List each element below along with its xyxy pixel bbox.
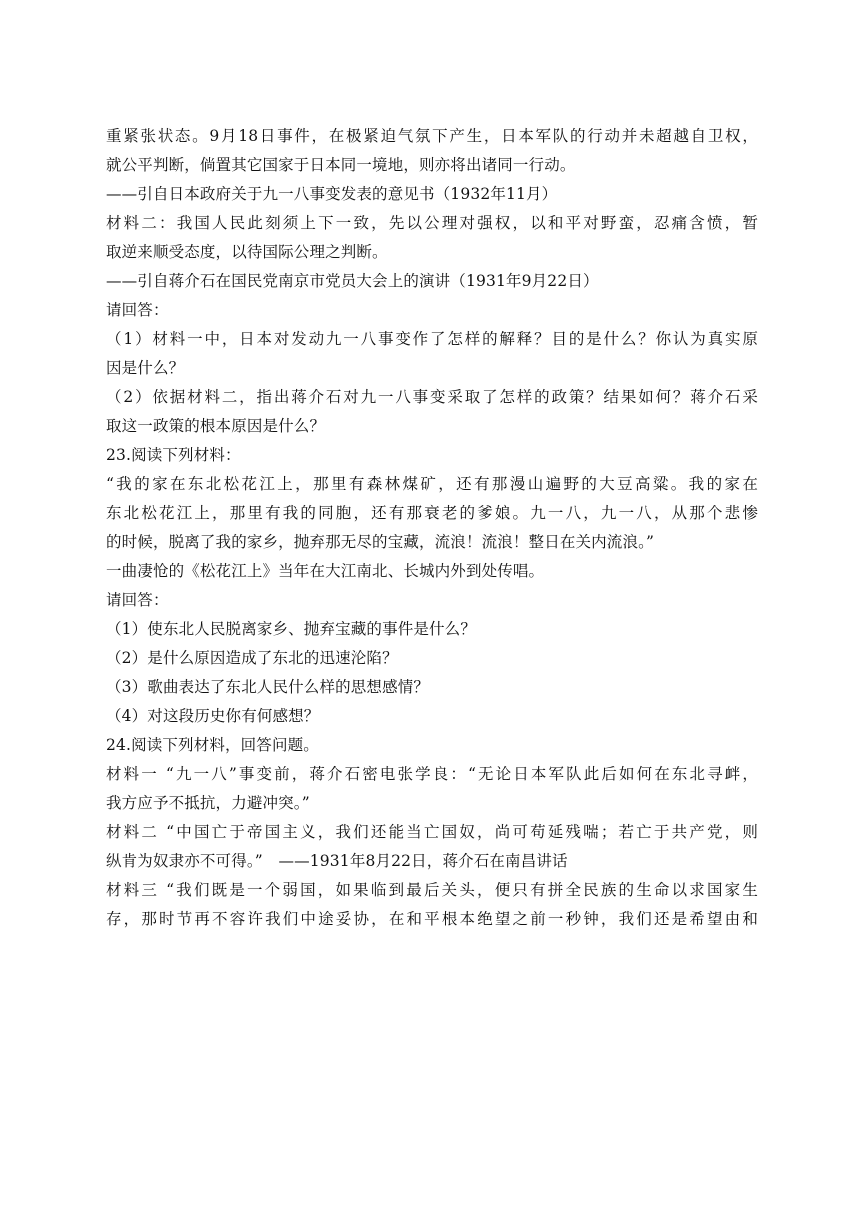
question-line: （2）依据材料二，指出蒋介石对九一八事变采取了怎样的政策？结果如何？蒋介石采 xyxy=(106,388,758,406)
text-line: 就公平判断，倘置其它国家于日本同一境地，则亦将出诸同一行动。 xyxy=(106,156,576,174)
item-heading: 24.阅读下列材料，回答问题。 xyxy=(106,736,319,754)
citation-line: ——引自蒋介石在国民党南京市党员大会上的演讲（1931年9月22日） xyxy=(106,272,599,290)
prompt-line: 请回答： xyxy=(106,591,169,609)
text-line: 存，那时节再不容许我们中途妥协，在和平根本绝望之前一秒钟，我们还是希望由和 xyxy=(106,910,758,928)
text-line: 材料二：我国人民此刻须上下一致，先以公理对强权，以和平对野蛮，忍痛含愤，暂 xyxy=(106,214,758,232)
question-line: 因是什么？ xyxy=(106,359,185,377)
text-line: “我的家在东北松花江上，那里有森林煤矿，还有那漫山遍野的大豆高粱。我的家在 xyxy=(106,475,758,493)
question-line: 取这一政策的根本原因是什么？ xyxy=(106,417,326,435)
text-line: 东北松花江上，那里有我的同胞，还有那衰老的爹娘。九一八，九一八，从那个悲惨 xyxy=(106,504,758,522)
text-line: 我方应予不抵抗，力避冲突。” xyxy=(106,794,310,812)
question-line: （1）使东北人民脱离家乡、抛弃宝藏的事件是什么？ xyxy=(106,620,476,638)
question-line: （3）歌曲表达了东北人民什么样的思想感情？ xyxy=(106,678,430,696)
text-line: 的时候，脱离了我的家乡，抛弃那无尽的宝藏，流浪！流浪！整日在关内流浪。” xyxy=(106,533,655,551)
question-line: （2）是什么原因造成了东北的迅速沦陷？ xyxy=(106,649,398,667)
text-line: 取逆来顺受态度，以待国际公理之判断。 xyxy=(106,243,388,261)
text-line: 材料二 “中国亡于帝国主义，我们还能当亡国奴，尚可苟延残喘；若亡于共产党，则 xyxy=(106,823,758,841)
question-line: （1）材料一中，日本对发动九一八事变作了怎样的解释？目的是什么？你认为真实原 xyxy=(106,330,758,348)
text-line: 材料一 “九一八”事变前，蒋介石密电张学良：“无论日本军队此后如何在东北寻衅， xyxy=(106,765,758,783)
citation-line: ——引自日本政府关于九一八事变发表的意见书（1932年11月） xyxy=(106,185,558,203)
text-line: 一曲凄怆的《松花江上》当年在大江南北、长城内外到处传唱。 xyxy=(106,562,545,580)
question-line: （4）对这段历史你有何感想？ xyxy=(106,707,320,725)
text-line: 材料三 “我们既是一个弱国，如果临到最后关头，便只有拼全民族的生命以求国家生 xyxy=(106,881,758,899)
document-page xyxy=(106,122,758,934)
text-line: 纵肯为奴隶亦不可得。” ——1931年8月22日，蒋介石在南昌讲话 xyxy=(106,852,568,870)
text-line: 重紧张状态。9月18日事件，在极紧迫气氛下产生，日本军队的行动并未超越自卫权， xyxy=(106,127,758,145)
prompt-line: 请回答： xyxy=(106,301,169,319)
item-heading: 23.阅读下列材料： xyxy=(106,446,241,464)
